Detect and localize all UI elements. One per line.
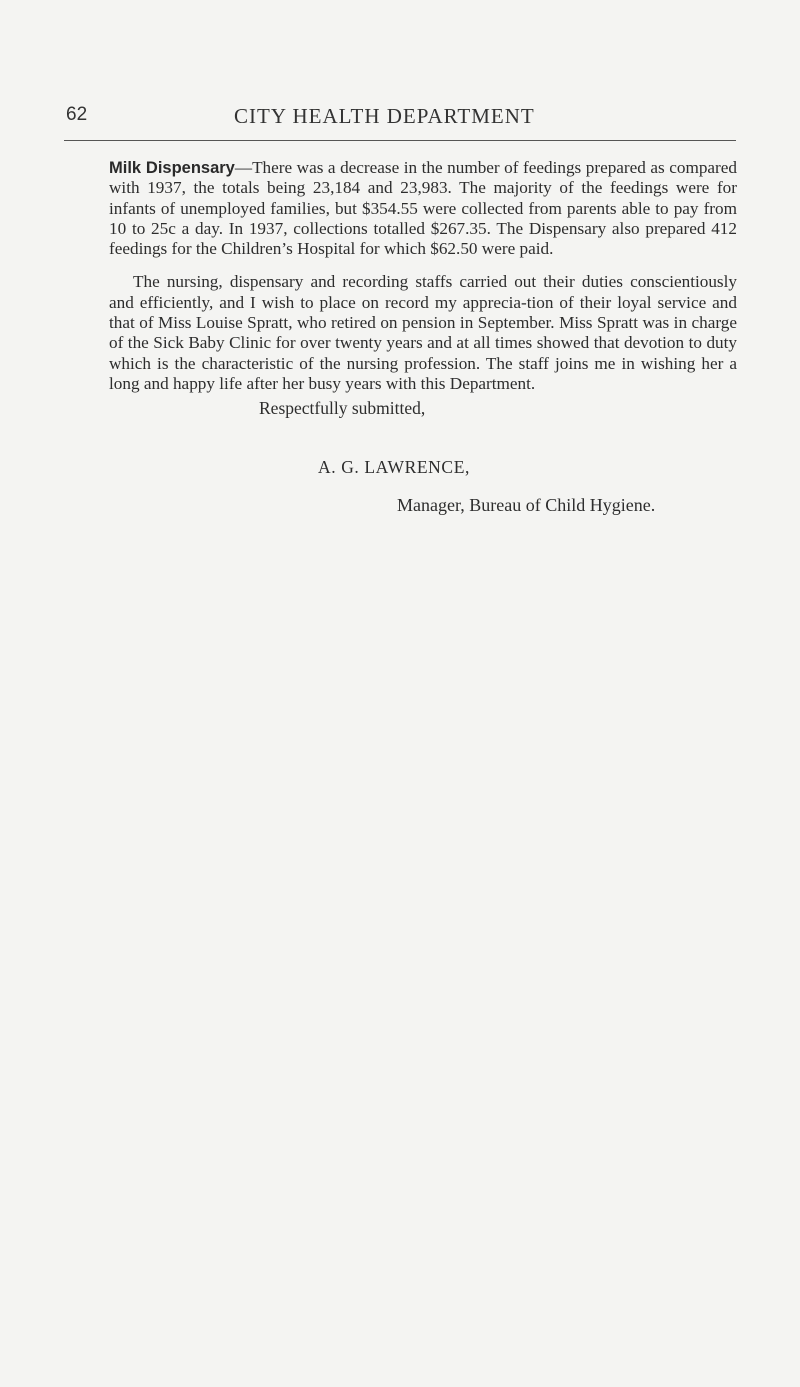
running-title: CITY HEALTH DEPARTMENT	[234, 104, 535, 128]
page-header	[64, 104, 736, 144]
milk-dispensary-text: —There was a decrease in the number of feedings prepared as compared with 1937, the totals being 23,184 and 23,983. The majority of the feedings were for infants of unemployed families, but $354.55 were collected from parents able to pay from 10 to 25c a day. In 1937, collections totalled $267.35. The Dispensary also prepared 412 feedings for the Children’s Hospital for which $62.50 were paid.	[109, 158, 738, 259]
signature-name: A. G. LAWRENCE,	[318, 457, 470, 477]
page-number: 62	[66, 104, 88, 125]
staff-paragraph: The nursing, dispensary and recording staffs carried out their duties conscientiously and efficiently, and I wish to place on record my apprecia-tion of their loyal service and that of Miss Louise Spratt, who retired on pension in September. Miss Spratt was in charge of the Sick Baby Clinic for over twenty years and at all times showed that devotion to duty which is the characteristic of the nursing profession. The staff joins me in wishing her a long and happy life after her busy years with this Department.	[109, 272, 737, 393]
header-rule	[64, 140, 736, 141]
signature-title: Manager, Bureau of Child Hygiene.	[397, 495, 656, 515]
body-text	[109, 158, 737, 394]
closing-salutation: Respectfully submitted,	[259, 398, 426, 418]
paragraph-lead-heading: Milk Dispensary	[109, 159, 235, 177]
milk-dispensary-paragraph	[109, 158, 737, 259]
